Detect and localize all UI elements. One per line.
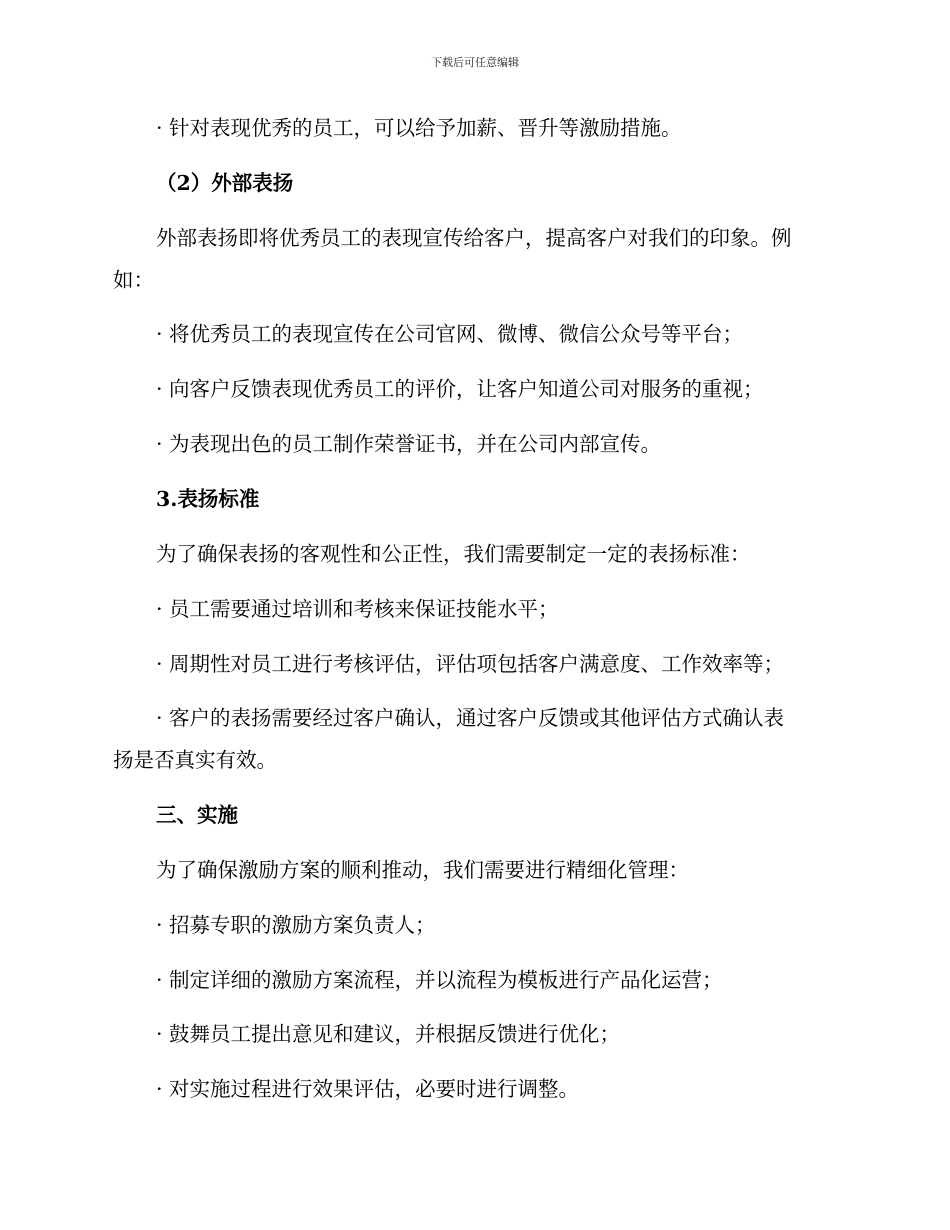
paragraph-praise-standard: 为了确保表扬的客观性和公正性，我们需要制定一定的表扬标准： xyxy=(156,542,751,566)
bullet-training-assessment: · 员工需要通过培训和考核来保证技能水平； xyxy=(156,597,559,621)
bullet-customer-confirmation-cont: 扬是否真实有效。 xyxy=(113,748,277,772)
bullet-encourage-feedback: · 鼓舞员工提出意见和建议，并根据反馈进行优化； xyxy=(156,1022,621,1046)
bullet-internal-reward: · 针对表现优秀的员工，可以给予加薪、晋升等激励措施。 xyxy=(156,116,682,140)
section-external-praise-heading: （2）外部表扬 xyxy=(156,171,294,195)
bullet-website-promotion: · 将优秀员工的表现宣传在公司官网、微博、微信公众号等平台； xyxy=(156,322,744,346)
bullet-customer-confirmation: · 客户的表扬需要经过客户确认，通过客户反馈或其他评估方式确认表 xyxy=(156,706,785,730)
bullet-define-process: · 制定详细的激励方案流程，并以流程为模板进行产品化运营； xyxy=(156,968,723,992)
bullet-honor-certificate: · 为表现出色的员工制作荣誉证书，并在公司内部宣传。 xyxy=(156,432,662,456)
page-header: 下载后可任意编辑 xyxy=(431,56,519,69)
bullet-periodic-evaluation: · 周期性对员工进行考核评估，评估项包括客户满意度、工作效率等； xyxy=(156,652,785,676)
paragraph-external-praise-cont: 如： xyxy=(113,268,154,292)
section-praise-standard-heading: 3.表扬标准 xyxy=(156,487,260,511)
bullet-recruit-owner: · 招募专职的激励方案负责人； xyxy=(156,913,436,937)
paragraph-implementation: 为了确保激励方案的顺利推动，我们需要进行精细化管理： xyxy=(156,858,689,882)
bullet-evaluate-effect: · 对实施过程进行效果评估，必要时进行调整。 xyxy=(156,1077,580,1101)
section-implementation-heading: 三、实施 xyxy=(156,803,238,827)
bullet-customer-feedback: · 向客户反馈表现优秀员工的评价，让客户知道公司对服务的重视； xyxy=(156,377,764,401)
paragraph-external-praise: 外部表扬即将优秀员工的表现宣传给客户，提高客户对我们的印象。例 xyxy=(156,226,792,250)
